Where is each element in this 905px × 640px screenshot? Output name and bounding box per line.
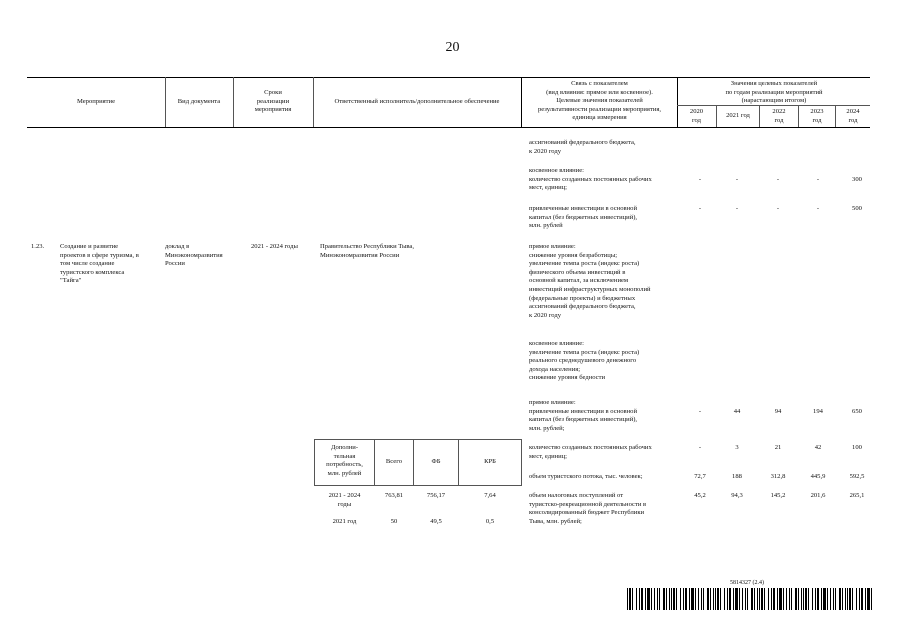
link-text: количество созданных постоянных рабочих мест, единиц; (529, 444, 652, 460)
header-targets: Значения целевых показателей по годам реализации мероприятий (нарастающим итогом) (725, 80, 823, 105)
value-2022: - (776, 205, 780, 212)
page-number: 20 (445, 40, 460, 55)
value-2020: - (698, 444, 702, 451)
value-2022: 94 (774, 408, 782, 415)
link-text: ассигнований федерального бюджета, к 2020 году (529, 139, 636, 155)
value-2020: 72,7 (694, 473, 706, 480)
header-year-2021: 2021 год (726, 112, 750, 119)
finance-krb: 0,5 (485, 518, 495, 525)
item-name: Создание и развитие проектов в сфере туризма, в том числе создание туристского комплекса "Тайга" (60, 243, 139, 285)
finance-fb: 49,5 (430, 518, 442, 525)
finance-period: 2021 год (332, 518, 357, 525)
barcode-label: 5814327 (2.4) (730, 580, 764, 586)
finance-top-border (314, 439, 522, 440)
link-text: объем налоговых поступлений от туристско-рекреационной деятельности в консолидированный бюджет Республики Тыва, млн. рублей; (529, 492, 647, 525)
value-2021: 3 (735, 444, 739, 451)
value-2023: 201,6 (810, 492, 826, 499)
value-2024: 100 (852, 444, 862, 451)
value-2023: - (816, 176, 820, 183)
header-year-2022: 2022 год (772, 108, 786, 124)
value-2022: 145,2 (770, 492, 786, 499)
link-text: косвенное влияние: увеличение темпа роста (индекс роста) реального среднедушевого денежного дохода населения; снижение уровня бедности (529, 340, 640, 382)
header-year-2024: 2024 год (846, 108, 860, 124)
link-text: привлеченные инвестиции в основной капитал (без бюджетных инвестиций), млн. рублей (529, 205, 638, 230)
value-2020: - (698, 176, 702, 183)
header-responsible: Ответственный исполнитель/дополнительное обеспечение (334, 98, 500, 105)
header-year-2023: 2023 год (810, 108, 824, 124)
link-text: прямое влияние: снижение уровня безработицы; увеличение темпа роста (индекс роста) физического объема инвестиций в основной капитал, за исключением инвестиций инфраструктурных монополий (федеральные проекты) и бюджетных ассигнований федерального бюджета, к 2020 году (529, 243, 651, 319)
value-2020: - (698, 205, 702, 212)
finance-period: 2021 - 2024 годы (328, 492, 361, 508)
finance-total: 50 (390, 518, 398, 525)
finance-total: 763,81 (384, 492, 404, 499)
header-year-2020: 2020 год (689, 108, 704, 124)
value-2023: 194 (813, 408, 823, 415)
finance-divider (521, 439, 522, 485)
value-2020: - (698, 408, 702, 415)
value-2024: 300 (852, 176, 862, 183)
value-2021: 94,3 (731, 492, 743, 499)
value-2023: 445,9 (810, 473, 826, 480)
value-2024: 265,1 (849, 492, 865, 499)
item-number: 1.23. (31, 243, 45, 250)
link-text: прямое влияние: привлеченные инвестиции в основной капитал (без бюджетных инвестиций), млн. рублей; (529, 399, 638, 432)
item-doc-type: доклад в Минэкономразвития России (165, 243, 223, 268)
link-text: косвенное влияние: количество созданных постоянных рабочих мест, единиц; (529, 167, 652, 192)
value-2021: - (735, 205, 739, 212)
header-doc-type: Вид документа (177, 98, 221, 105)
barcode-image (627, 588, 872, 610)
finance-col-krb: КРБ (484, 458, 496, 465)
value-2020: 45,2 (694, 492, 706, 499)
link-text: объем туристского потока, тыс. человек; (529, 473, 643, 480)
finance-col-fb: ФБ (431, 458, 441, 465)
value-2021: - (735, 176, 739, 183)
finance-header-bottom (314, 485, 522, 486)
finance-header: Дополни- тельная потребность, млн. рублей (326, 444, 363, 477)
value-2023: 42 (814, 444, 822, 451)
finance-krb: 7,64 (484, 492, 496, 499)
finance-fb: 756,17 (426, 492, 446, 499)
table-header-bottom-border (27, 127, 870, 128)
value-2022: 21 (774, 444, 782, 451)
item-terms: 2021 - 2024 годы (251, 243, 298, 250)
value-2023: - (816, 205, 820, 212)
value-2024: 592,5 (849, 473, 865, 480)
header-activity: Мероприятие (76, 98, 116, 105)
header-terms: Сроки реализации мероприятия (254, 89, 292, 114)
value-2022: 312,8 (770, 473, 786, 480)
value-2021: 188 (732, 473, 742, 480)
finance-col-total: Всего (385, 458, 403, 465)
value-2021: 44 (733, 408, 741, 415)
item-responsible: Правительство Республики Тыва, Минэкономразвития России (320, 243, 415, 259)
header-link: Связь с показателем (вид влияния: прямое или косвенное). Целевые значения показателей результативности реализации мероприятия, единица измерения (537, 80, 662, 122)
value-2024: 650 (852, 408, 862, 415)
value-2022: - (776, 176, 780, 183)
value-2024: 500 (852, 205, 862, 212)
table-top-border (27, 77, 870, 78)
